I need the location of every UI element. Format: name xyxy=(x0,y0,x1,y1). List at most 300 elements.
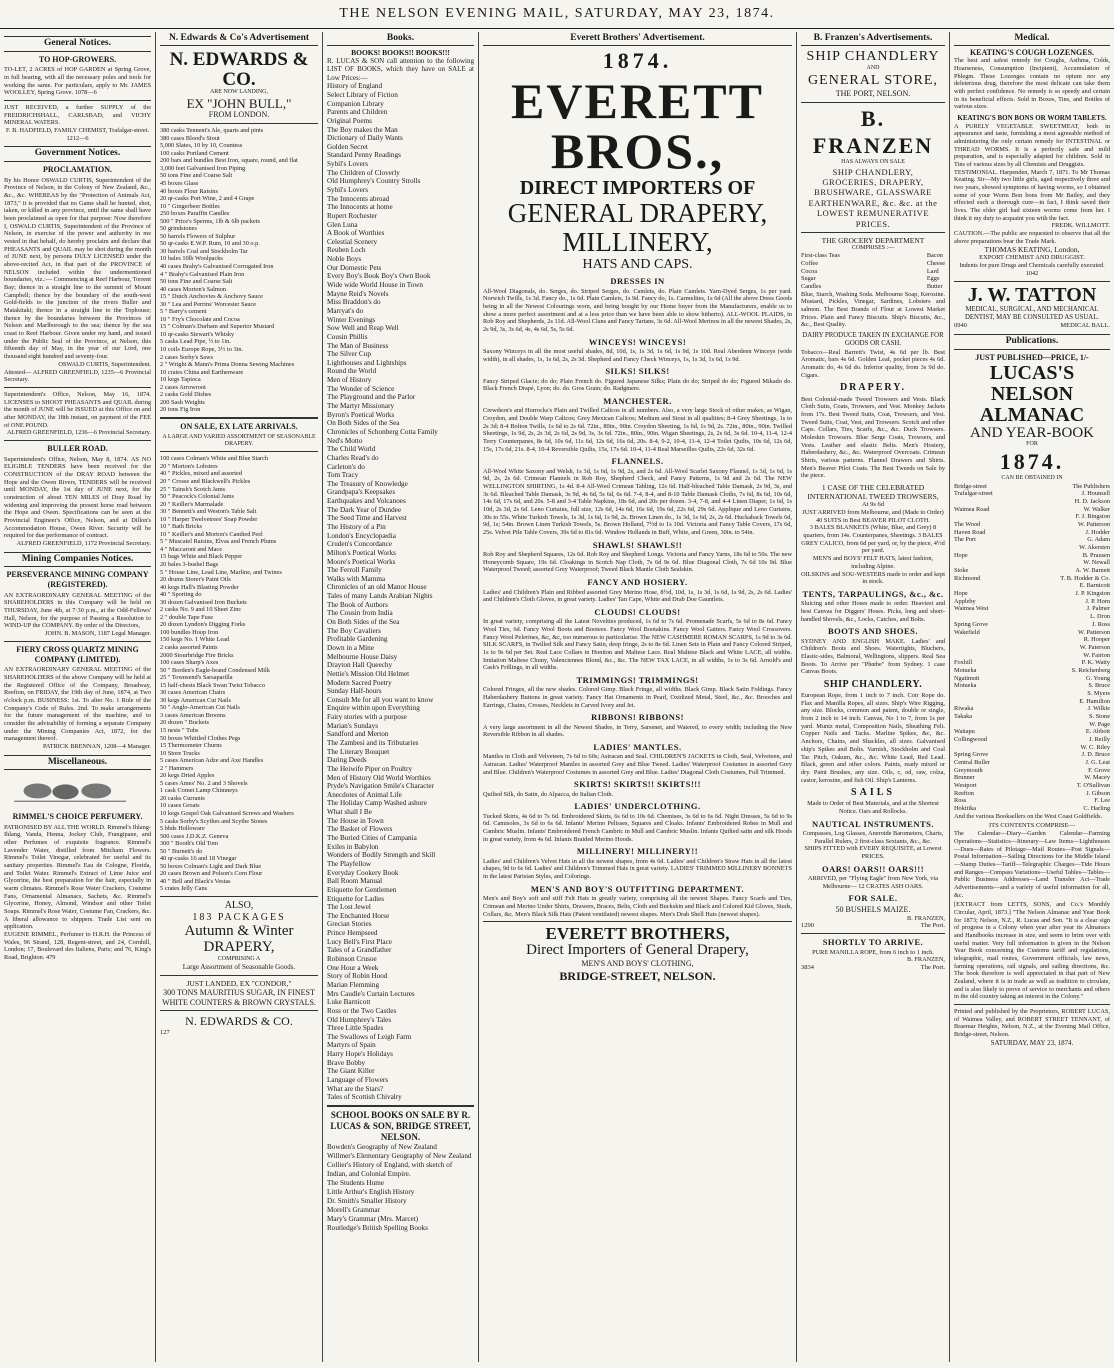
book-item: The House in Town xyxy=(327,816,384,825)
column-franzen xyxy=(797,32,949,1362)
book-item: Robinson Crusoe xyxy=(327,955,377,964)
agent-row xyxy=(954,759,1110,767)
book-item: The Literary Bouquet xyxy=(327,747,390,756)
address-line: BRIDGE-STREET, NELSON. xyxy=(559,968,716,983)
goods-lines xyxy=(801,167,945,229)
agent-name: J. G. Leat xyxy=(1085,758,1110,766)
book-item: The Treasury of Knowledge xyxy=(327,479,408,488)
school-book-item: Morell's Grammar xyxy=(327,1205,380,1214)
book-item: The Zambesi and its Tributaries xyxy=(327,739,419,747)
agent-name: J. Hodder xyxy=(1085,528,1110,536)
goods-item: 50 " Anglo-American Cut Nails xyxy=(160,704,240,712)
book-item: Harry Hope's Holidays xyxy=(327,1050,393,1059)
imprint-date: SATURDAY, MAY 23, 1874. xyxy=(990,1038,1074,1047)
goods-item: 380 casks Tennent's Ale, quarts and pints xyxy=(160,127,264,135)
section-title: TENTS, TARPAULINGS, &c., &c. xyxy=(802,588,944,599)
firm-name: EVERETT BROTHERS, xyxy=(545,924,730,944)
section-heading: N. Edwards & Co's Advertisement xyxy=(160,33,318,46)
book-item: The Man of Business xyxy=(327,341,389,350)
goods-item: 40 " Sporting do xyxy=(160,591,202,599)
goods-item: 40 kegs Hall's Blasting Powder xyxy=(160,583,239,591)
agent-place: Motueka xyxy=(954,666,977,674)
book-item: Etiquette for Ladies xyxy=(327,894,385,903)
agent-place: Bridge-street xyxy=(954,482,987,490)
agent-name: J. Wilkie xyxy=(1087,705,1110,713)
text-line: JUST LANDED, EX "CONDOR," xyxy=(186,978,292,988)
notice-signature: OSWALD CURTIS, Superintendent. xyxy=(58,360,151,368)
agent-row xyxy=(954,582,1110,590)
grocery-item: First-class Teas xyxy=(801,252,840,260)
agent-row xyxy=(954,529,1110,537)
text-line: At 9s 6d xyxy=(861,501,885,509)
book-item: The Innocents abroad xyxy=(327,194,390,203)
agent-row xyxy=(954,490,1110,498)
agent-name: C. Harling xyxy=(1083,804,1110,812)
book-item: Lucy Bell's First Place xyxy=(327,937,392,946)
book-item: Daring Deeds xyxy=(327,756,367,765)
agent-name: L. Dron xyxy=(1090,613,1110,621)
section-text: Quilted Silk, do Satin, do Alpacca, do Italian Cloth. xyxy=(483,790,614,798)
section-heading: Medical. xyxy=(954,33,1110,46)
book-item: Standard Penny Readings xyxy=(327,151,401,160)
book-item: Melbourne House Daisy xyxy=(327,652,398,661)
agent-row xyxy=(954,790,1110,798)
agent-place: Appleby xyxy=(954,597,976,605)
agent-place: Hope xyxy=(954,551,968,559)
section-heading: Publications. xyxy=(954,334,1110,350)
advert-footer xyxy=(801,922,945,930)
section-text: In great variety, comprising all the Latest Novelties produced, 1s 6d to 7s 6d. Promenade Scarfs, 5s 6d to 8s 6d. Fancy Wool Ties, 6d. Fancy Wool Boots and Bootees. Fancy Wool Bootakins. Fancy Wool Gaiters. Fancy Wool Crossovers. Fancy Wool Pelerines, &c, &c, too numerous to particularise. The NEW CASHMERE ROMAN SCARFS, 1s 9d to 3s 6d. SILK SCARFS, in Twilled Silk and Fancy Satin, deep fringe, 2s to 8s 6d. Linen Sets in Plain and Fancy Colored Striped, 1s to 9s 6d per Set. Real Lace Collars in Honiton and Maltese Lace. Real Maltese Black and White LACE, all widths. Imitation Maltese Chuny, Valenciennes Blond, &c., &c. The NEW TAX LACE, in all widths, 1s to 3s 6d. Arnold's and Cash's Frillings, in all widths. xyxy=(483,618,792,672)
agent-name: J. Gibson xyxy=(1086,789,1110,797)
section-text: SHIPS FITTED with EVERY REQUISITE, at Lowest PRICES. xyxy=(804,845,942,861)
agent-place: Stoke xyxy=(954,567,969,575)
section-text: ARRIVED, per "Flying Eagle" from New York, via Melbourne— 12 CRATES ASH OARS. xyxy=(807,875,938,890)
goods-item: 30 barrels Coal and Stockholm Tar xyxy=(160,247,248,255)
agent-name: E. Abbott xyxy=(1085,728,1110,736)
book-item: Modern Sacred Poetry xyxy=(327,678,392,687)
agent-row xyxy=(954,736,1110,744)
book-item: The Ferroll Family xyxy=(327,566,382,575)
text-line: THOMAS KEATING, London, xyxy=(984,245,1080,255)
advert-id: 0940 xyxy=(954,322,967,330)
agent-row xyxy=(954,682,1110,690)
goods-item: 10 kegs Gospel Oak Galvanised Screws and Washers xyxy=(160,810,294,818)
section-heading: General Notices. xyxy=(4,36,151,52)
books-heading: BOOKS! BOOKS!! BOOKS!!! xyxy=(351,47,450,57)
text-line: COMPRISING A xyxy=(217,955,261,962)
book-item: Grandpapa's Keepsakes xyxy=(327,488,396,497)
goods-item: 30 cases American Chairs xyxy=(160,689,226,697)
agent-row xyxy=(954,575,1110,583)
book-item: The Holiday Camp Washed ashore xyxy=(327,799,427,808)
goods-item: 5 casks Sorby's Scythes and Scythe Stones xyxy=(160,817,268,825)
column-edwards xyxy=(156,32,322,1362)
section-text: Mantles in Cloth and Velveteen, 7s 6d to 60s; Astracan and Seal. CHILDREN'S JACKETS in Cloth, Seal, Velveteen, and Astracan. Ladies' Waterproof Mantles in assorted Grey and Blue Tweed. Ladies' Waterproof Costumes in assorted Grey and Blue. Children's Waterproof Costumes in assorted Grey and Blue. Ladies' Diagonal Cloth Costumes, Full Trimmed. xyxy=(483,753,792,776)
school-book-item: Mary's Grammar (Mrs. Marcet) xyxy=(327,1214,419,1223)
book-item: What shall I Be xyxy=(327,808,372,817)
goods-item: 50 barrels Flowers of Sulphur xyxy=(160,232,236,240)
school-book-item: Routledge's British Spelling Books xyxy=(327,1223,428,1232)
book-item: Charles Read's do xyxy=(327,453,379,462)
advert-id: 127 xyxy=(160,1029,170,1037)
book-item: Men of History Old World Worthies xyxy=(327,773,431,782)
notice-title: FIERY CROSS QUARTZ MINING COMPANY (LIMITED). xyxy=(16,644,139,664)
grocery-list-right xyxy=(927,252,945,290)
notice-text: TO-LET, 2 ACRES of HOP GARDEN at Spring Grove, in full bearing, with all the necessary poles and tools for working the same. For particulars, apply to Mr. JAMES WOOLLEY, Spring Grove. 1078—6 xyxy=(4,66,151,97)
book-item: The Child World xyxy=(327,445,376,454)
goods-list xyxy=(160,455,318,893)
goods-item: 2 casks No. 9 and 10 Sheet Zinc xyxy=(160,606,242,614)
section-text: Fancy Striped Glacie; do do; Plain French do. Figured Japanese Silks; Plain do do; Striped do do; Figured Mikado do. Black French Drapé, Lyon; do. do. Gros Grain; do. Radgmere. xyxy=(483,377,792,393)
agent-row xyxy=(954,567,1110,575)
grocery-item: Bacon xyxy=(926,252,943,260)
grocery-item: Lard xyxy=(926,267,939,275)
book-list xyxy=(327,82,474,1102)
school-book-list xyxy=(327,1143,474,1233)
section-text: 3 BALES BLANKETS (White, Blue, and Grey) 8 quarters, from 14s. Counterpanes, Sheetings. 3 BALES GREY CALICO, from 6d per yard, or, by the piece, 4½d per yard. xyxy=(801,524,945,555)
notice-title: TO HOP-GROWERS. xyxy=(38,54,117,64)
book-item: Celestial Scenery xyxy=(327,237,378,246)
agent-name: W. Walker xyxy=(1083,505,1110,513)
advert-signature: B. FRANZEN, xyxy=(907,956,945,964)
goods-item: 5 " Barry's cement xyxy=(160,308,207,316)
goods-item: 50 grindstones xyxy=(160,225,197,233)
section-text: All-Wool Diagonals, do. Serges, do. Striped Serges, do. Camlets, do. Plain Camlets. Yarn-Dyed Serges, 1s per yard. Norwich Twills, 1s 3d. Fancy do., 1s 6d. Plain Camlets, 1s 9d. Fancy do, 1s. Carmelites, 1s 6d (All the above Dress Goods being in all the Newest Colourings worn, and being bought by our Home buyer from the Manufacturers, enable us to show a more perfect assortment and at a less price than we have been able to show hitherto). ALL-WOOL PLAIDS, in Rob Roy and Shepherds, 2s 11d. All-Wool Clans and Fancy Tartans, 3s 6d. All-Wool Merinos in all the newest Shades, 2s, 2s 9d, 3s, 3s 6d, 4s, 4s 6d, 5s, 5s 6d. xyxy=(483,287,793,333)
agent-row xyxy=(954,621,1110,629)
goods-item: 380 cases Blood's Stout xyxy=(160,134,220,142)
section-title: WINCEYS! WINCEYS! xyxy=(588,336,687,347)
agent-place: Collingwood xyxy=(954,735,987,743)
column-medical xyxy=(950,32,1114,1362)
section-text: Made to Order of Best Materials, and at the Shortest Notice. Oars and Rollocks. xyxy=(807,800,939,816)
goods-item: 20 " Morton's Lobsters xyxy=(160,462,218,470)
section-title: FANCY AND HOSIERY. xyxy=(587,577,688,588)
book-item: The Cousin from India xyxy=(327,609,393,618)
agent-place: Hokitika xyxy=(954,804,977,812)
notice-signature: ALFRED GREENFIELD, 1172 Provincial Secretary. xyxy=(16,540,151,548)
book-item: Tales of Scottish Chivalry xyxy=(327,1093,402,1102)
agent-row xyxy=(954,751,1110,759)
agent-row xyxy=(954,590,1110,598)
section-heading: Miscellaneous. xyxy=(4,755,151,771)
book-item: Everyday Cookery Book xyxy=(327,868,399,877)
agent-row xyxy=(954,652,1110,660)
advert-title: KEATING'S BON BONS OR WORM TABLETS. xyxy=(957,114,1107,123)
text-line: GENERAL STORE, xyxy=(808,72,938,88)
goods-item: 10 " Fry's Chocolate and Cocoa xyxy=(160,315,240,323)
agent-name: W. Patterson xyxy=(1078,521,1110,529)
book-item: Noble Boys xyxy=(327,255,362,264)
book-item: The Silver Cup xyxy=(327,350,371,359)
section-text: Best Colonial-made Tweed Trowsers and Vests. Black Cloth Suits, Coats, Trowsers, and Vest. Monkey Jackets from 17s. Best Tweed Suits, Coat, Trowsers, and Vest. Tweed Suits, Coat, Vest, and Trowsers. Scotch and other Caps. Collars, Ties, Scarfs, &c., &c. Duck Trowsers. Moleskin Trowsers. Blue Serge Coats, Trowsers, and Vests. Leather and elastic Belts. Men's Hosiery, Haberdashery, &c., &c. Waterproof Overcoats. Crimean Shirts, various patterns. Flannel Drawers and Shirts. Men's Beaver Pilot Coats. The Best Tweeds on Sale by the piece. xyxy=(801,395,945,480)
grocery-list-left xyxy=(801,252,840,290)
text-line: FOR xyxy=(1026,441,1038,448)
agent-name: H. D. Jackson xyxy=(1074,498,1110,506)
section-text: Tobacco—Real Barrett's Twist, 4s 6d per lb. Best Aromatic, bars 4s 6d. Golden Leaf, pocket pieces 4s 6d. Aromatic do, 4s 6d do. Inferior quality, from 3s 9d do. Cigars. xyxy=(801,348,945,379)
grocery-item: Coffee xyxy=(801,260,819,268)
agent-place: Brunner xyxy=(954,774,975,782)
book-item: Enquire within upon Everything xyxy=(327,704,420,713)
book-item: Etiquette for Gentlemen xyxy=(327,885,397,894)
agent-name: T. O'Sullivan xyxy=(1076,781,1110,789)
advert-text: The best and safest remedy for Coughs, Asthma, Colds, Hoarseness, Consumption (Incipient), Accumulation of Phlegm. These Lozenges contain no opium nor any deleterious drug, therefore the most delicate can take them with perfect confidence. No remedy is so speedy and certain in its beneficial effects. Sold in Boxes, Tins, and Bottles of various sizes. xyxy=(954,57,1110,111)
agent-row xyxy=(954,513,1110,521)
book-item: Walks with Mamma xyxy=(327,574,386,583)
notice-text: JUST RECEIVED, a further SUPPLY of the FREIDRICHSHALL, CARLSBAD, and VICHY MINERAL WATERS. xyxy=(4,104,151,127)
agent-place: Haven Road xyxy=(954,528,986,536)
book-item: Miss Braddon's do xyxy=(327,298,381,307)
almanac-year: 1874. xyxy=(999,448,1065,474)
book-item: Ned's Motto xyxy=(327,436,363,445)
advert-footer xyxy=(801,964,945,972)
agent-name: G. Adam xyxy=(1087,536,1110,544)
book-item: History of England xyxy=(327,82,383,91)
grocery-item: Cocoa xyxy=(801,267,818,275)
text-line: A LARGE AND VARIED ASSORTMENT OF SEASONABLE DRAPERY. xyxy=(162,433,316,447)
agent-place: Spring Grove xyxy=(954,751,989,759)
agent-row xyxy=(954,767,1110,775)
section-title: LADIES' UNDERCLOTHING. xyxy=(574,801,701,812)
text-line: EXPORT CHEMIST AND DRUGGIST. xyxy=(979,254,1085,262)
notice-text: AN EXTRAORDINARY GENERAL MEETING of the SHAREHOLDERS in this Company will be held on THURSDAY, June 4th, at 7·30 p.m., at the Odd-Fellows' Hall, Nelson, for the purpose of Passing a Resolution to WIND-UP the COMPANY. By order of the Directors, xyxy=(4,591,151,630)
book-item: Drayton Hall Queechy xyxy=(327,661,393,670)
goods-item: 40 cases Brahy's Galvanised Corrugated Iron xyxy=(160,263,274,270)
grocery-item: Butter xyxy=(926,283,943,291)
book-item: The Lost Jewel xyxy=(327,903,371,912)
testimonial-signature: FREDK. WILLMOTT. xyxy=(1051,222,1110,230)
book-item: Sybil's Lovers xyxy=(327,160,369,169)
text-line: 50 BUSHELS MAIZE. xyxy=(835,904,911,914)
book-item: Earthquakes and Volcanoes xyxy=(327,497,406,506)
goods-item: 5 " House Line, Lead Line, Marline, and Twines xyxy=(160,568,282,576)
goods-item: 2 cases Sorby's Saws xyxy=(160,353,214,361)
book-item: London's Encyclopædia xyxy=(327,531,396,540)
goods-item: 15 half-chests Black Swan Twist Tobacco xyxy=(160,681,266,689)
book-item: The Children of Cloverly xyxy=(327,168,400,177)
book-item: The Dark Year of Dundee xyxy=(327,505,402,514)
agent-name: W. Page xyxy=(1089,720,1110,728)
goods-item: 200 bars and bundles Best Iron, square, round, and flat xyxy=(160,157,298,165)
book-item: The Boy Cavaliers xyxy=(327,626,381,635)
agent-place: Waimea Road xyxy=(954,505,990,513)
notice-text: AN EXTRAORDINARY GENERAL MEETING of the SHAREHOLDERS of the above Company will be held at the Registered Office of the Company, Broadway, Reefton, on FRIDAY, the 19th day of June, 1874, at Two o'clock p.m. BUSINESS: 1st. To alter No. 1 Rule of the Company's Code of Rules. 2nd. To make arrangements for the future management of the machine, and to consider the advisability of forming a separate Company under the Mining Companies Act, 1872, for the management thereof. xyxy=(4,666,151,743)
section-title: SHORTLY TO ARRIVE. xyxy=(822,937,924,948)
sub-heading: ON SALE, EX LATE ARRIVALS. xyxy=(180,421,298,431)
agent-name: S. Reichenberg xyxy=(1071,666,1110,674)
text-line: COMPRISES :— xyxy=(851,245,895,252)
agent-name: J. Palmer xyxy=(1086,605,1110,613)
section-title: MEN'S AND BOY'S OUTFITTING DEPARTMENT. xyxy=(530,883,745,894)
section-text: European Rope, from 1 inch to 7 inch. Coir Rope do. Flax and Manilla Ropes, all sizes. Ship's Wire Rigging, any size. Blocks, common and patent, double or single, from 2 inch to 14 inch. Canvas, No 1 to 7, from 1s per yard. Muntz metal, Composition Nails, Sheathing Felt. Copper Nails and Tacks. Marline Spikes, &c, &c. Anchors, Chains, and Shackles, all sizes. Galvanised ship's Spikes and Bolts. Varnish, Stockholm and Coal Tar. Pitch, Oakum, &c., &c. White Lead, Red Lead. Black, green and other colors. Paints, ready mixed or dry. Paint Brushes, any size. Oils, c, od, raw, colza, castor, kerosine, and fish Oil. Ship's Lanterns. xyxy=(801,692,945,784)
book-item: Consult Me for all you want to know xyxy=(327,695,434,704)
agent-row xyxy=(954,797,1110,805)
section-title: DRAPERY. xyxy=(839,382,907,394)
section-heading: Books. xyxy=(327,33,474,46)
agent-row xyxy=(954,544,1110,552)
book-item: The Giant Killer xyxy=(327,1067,375,1076)
agent-name: F. Grove xyxy=(1088,766,1110,774)
book-item: Wonders of Bodily Strength and Skill xyxy=(327,851,436,860)
agent-name: J. Hounsell xyxy=(1081,490,1110,498)
goods-item: 20 qr-casks Port Wine, 2 and 4 Grape xyxy=(160,195,255,203)
book-item: Reuben Loch xyxy=(327,246,366,255)
grocery-item: Eggs xyxy=(926,275,940,283)
goods-item: 100 bundles Hoop Iron xyxy=(160,628,219,636)
section-title: MILLINERY! MILLINERY!! xyxy=(576,846,699,857)
notice-title: BULLER ROAD. xyxy=(47,443,108,453)
goods-item: 20 " Crosse and Blackwell's Pickles xyxy=(160,477,251,485)
goods-item: 20 casks Currants xyxy=(160,794,205,802)
agent-place: Takaka xyxy=(954,712,973,720)
goods-item: 10 crates China and Earthenware xyxy=(160,368,244,376)
agent-name: B. Prausen xyxy=(1082,551,1110,559)
book-item: Pryde's Navigation Smile's Character xyxy=(327,782,434,791)
goods-item: 10 kegs Tapioca xyxy=(160,376,201,384)
section-title: SAILS xyxy=(851,787,895,799)
book-item: Milton's Poetical Works xyxy=(327,548,396,557)
goods-item: 20 tons Fig Iron xyxy=(160,406,201,414)
text-line: Indents for pure Drugs and Chemicals carefully executed. 1042 xyxy=(959,262,1105,278)
book-item: Parents and Children xyxy=(327,108,388,117)
text-line: JUST PUBLISHED—PRICE, 1/- xyxy=(975,352,1089,362)
goods-item: 10 cases Groats xyxy=(160,802,200,810)
agent-row xyxy=(954,536,1110,544)
section-text: Ladies' and Children's Plain and Ribbed assorted Grey Merino Hose, 8½d, 10d, 1s, 1s 3d, 1s 6d, 1s 9d, 2s, 2s 6d. Ladies' and Children's Cloth Gloves, in great variety. Ladies' Tan Cape, White and Drab Doe Gauntlets. xyxy=(483,588,792,604)
book-item: Men of History xyxy=(327,376,372,385)
agent-row xyxy=(954,728,1110,736)
school-books-title: SCHOOL BOOKS ON SALE BY R. LUCAS & SON, BRIDGE STREET, NELSON. xyxy=(330,1109,471,1142)
book-item: Tales of many Lands Arabian Nights xyxy=(327,592,433,601)
goods-item: 5 " Muscatel Raisins, Elvas and French Plums xyxy=(160,538,277,546)
goods-item: 45 boxes Glass xyxy=(160,179,199,187)
agent-row xyxy=(954,552,1110,560)
book-item: Rupert Rochester xyxy=(327,211,378,220)
section-heading: Everett Brothers' Advertisement. xyxy=(483,33,792,46)
goods-item: 20 cases Brown and Polson's Corn Flour xyxy=(160,870,263,878)
section-heading: B. Franzen's Advertisements. xyxy=(801,33,945,46)
agent-name: J. D. Bruce xyxy=(1081,751,1110,759)
book-item: The Heiwife Piper on Poultry xyxy=(327,764,413,773)
agent-place: The Wood xyxy=(954,521,981,529)
agent-name: W. Akersten xyxy=(1079,544,1110,552)
sheep-engraving-icon xyxy=(4,776,136,804)
book-item: One Hour a Week xyxy=(327,963,379,972)
ship-name: EX "JOHN BULL," xyxy=(186,95,292,111)
book-item: Sunday Half-hours xyxy=(327,687,382,696)
advert-text: A PURELY VEGETABLE SWEETMEAT, both in appearance and taste, furnishing a most agreeable method of administering the only certain remedy for INTESTINAL or THREAD WORMS. It is a perfectly safe and mild preparation, and is especially adapted for children. Sold in Tins of various sizes by all Chemists and Druggists. xyxy=(954,122,1110,168)
goods-line: LOWEST REMUNERATIVE PRICES. xyxy=(816,208,930,229)
section-title: RIBBONS! RIBBONS! xyxy=(591,712,684,723)
book-item: Language of Flowers xyxy=(327,1075,389,1084)
advert-signature: B. FRANZEN, xyxy=(907,914,945,922)
drapery-title: Autumn & Winter DRAPERY, xyxy=(184,923,294,956)
section-title: SILKS! SILKS! xyxy=(605,366,670,377)
book-item: Ross or the Two Castles xyxy=(327,1006,397,1015)
newspaper-title: THE NELSON EVENING MAIL, SATURDAY, MAY 23, 1874. xyxy=(339,6,775,21)
advert-id: 3834 xyxy=(801,963,814,971)
grocery-list xyxy=(801,252,945,290)
book-item: Prince Hempseed xyxy=(327,929,378,938)
book-item: The Martyr Missionary xyxy=(327,402,395,411)
agent-place: Reefton xyxy=(954,789,974,797)
firm-name: N. EDWARDS & CO. xyxy=(185,1014,293,1029)
text-line: GENERAL DRAPERY, MILLINERY, xyxy=(507,198,768,257)
book-item: Down in a Mine xyxy=(327,643,374,652)
section-title: MANCHESTER. xyxy=(603,395,672,406)
goods-item: 50 qr-casks E.W.P. Rum, 10 and 30 o.p. xyxy=(160,240,260,248)
book-item: The History of a Pin xyxy=(327,522,386,531)
section-text: Crewdson's and Horrocks's Plain and Twilled Calicos in all numbers. Also, a very large Stock of other makes, as Wigan, Croydon, and Double Warp Calicos; Grey Mexican Calicos; Medium and Stout in all qualities; 8-4 Grey Sheetings, 1s to 2s 3d; 8-4 Bolton Twills, 1s 6d to 2s 6d. 72in., 80in., 90in. Croydon Sheeting, 1s 6d, 1s 9d, 2s. 72in., 80in., 90in. Twilled Sheetings, 1s 9d, 2s, 2s 3d, 2s 6d, 2s 9d, 3s, 3s 6d. 72in., 80in., 90in. Wigan Sheetings, 2s, 2s 6d, 3s 6d. 10-4, 11-4, 12-4 Terry Counterpanes, 8s 6d, 10s 6d, 11s 6d, 12s 6d, 16s 6d, 20s. 8-4, 9-2, 10-4, 11-4, 12-4 Toilet Quilts, 10s 6d, 12s 6d, 15s, 17s 6d, 21s. 8-4, 10-4 Reversible Quilts, 15s, 17s 6d. 10-4, 11-4 Real Marseilles Quilts, 22s 6d, 32s 6d. xyxy=(483,407,792,453)
section-text: JUST ARRIVED from Melbourne, and (Made to Order) 40 SUITS in Best BEAVER PILOT CLOTH. xyxy=(802,509,944,524)
text-line: The Port. xyxy=(920,922,945,930)
book-item: Mrs Caudle's Curtain Lectures xyxy=(327,989,415,998)
section-title: FOR SALE. xyxy=(848,893,898,904)
book-item: The Basket of Flowers xyxy=(327,825,393,834)
agent-row xyxy=(954,498,1110,506)
text-line: MEDICAL, SURGICAL, AND MECHANICAL DENTIST, MAY BE CONSULTED AS USUAL. xyxy=(964,305,1100,321)
book-item: Grecian Stories xyxy=(327,920,372,929)
book-item: The Innocents at home xyxy=(327,203,393,212)
text-line: THE PORT, NELSON. xyxy=(835,89,911,99)
goods-item: 40 qr-casks 16 and 18 Vinegar xyxy=(160,855,237,863)
book-item: Moore's Poetical Works xyxy=(327,557,396,566)
agent-place: The Port xyxy=(954,536,976,544)
agent-place: Foxhill xyxy=(954,659,973,667)
school-book-item: Little Arthur's English History xyxy=(327,1187,415,1196)
book-item: The Swallows of Leigh Farm xyxy=(327,1032,412,1041)
section-title: DRESSES IN xyxy=(610,276,665,287)
goods-item: 25 " Townsend's Sarsaparilla xyxy=(160,674,233,682)
agent-name: E. Hamilton xyxy=(1079,697,1110,705)
goods-item: 30 dozen Galvanised Iron Buckets xyxy=(160,598,247,606)
text-line: FROM LONDON. xyxy=(208,110,270,120)
book-item: Anecdotes of Animal Life xyxy=(327,790,402,799)
notice-signature: JOHN. B. MASON, 1187 Legal Manager. xyxy=(45,630,151,638)
goods-item: 10 Store Trucks xyxy=(160,749,200,757)
agent-row xyxy=(954,613,1110,621)
agent-row xyxy=(954,598,1110,606)
book-item: The Playfellow xyxy=(327,859,372,868)
agent-row xyxy=(954,636,1110,644)
book-item: Golden Secret xyxy=(327,142,368,151)
goods-item: 10 bales 10lb Woolpacks xyxy=(160,255,223,263)
text-line: SHIP CHANDLERY xyxy=(806,48,940,64)
goods-item: 50 " Peacock's Colonial Jams xyxy=(160,493,235,501)
grocery-item: Cheese xyxy=(926,260,945,268)
goods-item: 50 tons Fine and Coarse Salt xyxy=(160,278,233,286)
goods-item: 100 cases Colman's White and Blue Starch xyxy=(160,455,269,463)
book-item: Ball Room Manual xyxy=(327,877,383,886)
goods-item: 15 " Dutch Anchovies & Anchovy Sauce xyxy=(160,293,263,301)
book-item: Original Poems xyxy=(327,116,372,125)
book-item: Chronicles of Schonberg Cotta Family xyxy=(327,427,438,436)
agent-place: Ross xyxy=(954,797,967,805)
goods-item: 5 cases Ames' No. 2 and 3 Shovels xyxy=(160,779,248,787)
goods-item: 4 " Brahy's Galvanised Plain Iron xyxy=(160,270,245,278)
advert-title: RIMMEL'S CHOICE PERFUMERY. xyxy=(12,811,143,821)
notice-text: Superintendent's Office, Nelson, May 8, 1874. AS NO ELIGIBLE TENDERS have been received for the CONSTRUCTION of the DRAY ROAD between the Hope and the Owen Rivers, TENDERS will be received until MONDAY, the 1st day of JUNE next, for the construction of about TEN MILES of Dray Road by widening and improving the present horse road between the Hope and Owen. Specifications can be seen at the Provincial Engineer's Office, Nelson, and at Dillon's Accommodation House, Owen River. Security will be required for due performance of contract. xyxy=(4,455,151,540)
book-item: Nettie's Mission Old Helmet xyxy=(327,669,410,678)
agent-name: S. Stone xyxy=(1089,712,1110,720)
agent-row xyxy=(954,705,1110,713)
section-text: OILSKINS and SOU-WESTERS made to order and kept in stock. xyxy=(801,570,945,586)
advert-text: CAUTION.—The public are requested to observe that all the above preparations bear the Trade Mark. xyxy=(954,229,1110,245)
book-item: Sybil's Lovers xyxy=(327,186,369,194)
book-item: Dictionary of Daily Wants xyxy=(327,134,403,143)
book-item: Marian Flemming xyxy=(327,980,380,989)
agent-name: T. B. Hodder & Co. xyxy=(1060,574,1110,582)
masthead xyxy=(0,0,1114,29)
